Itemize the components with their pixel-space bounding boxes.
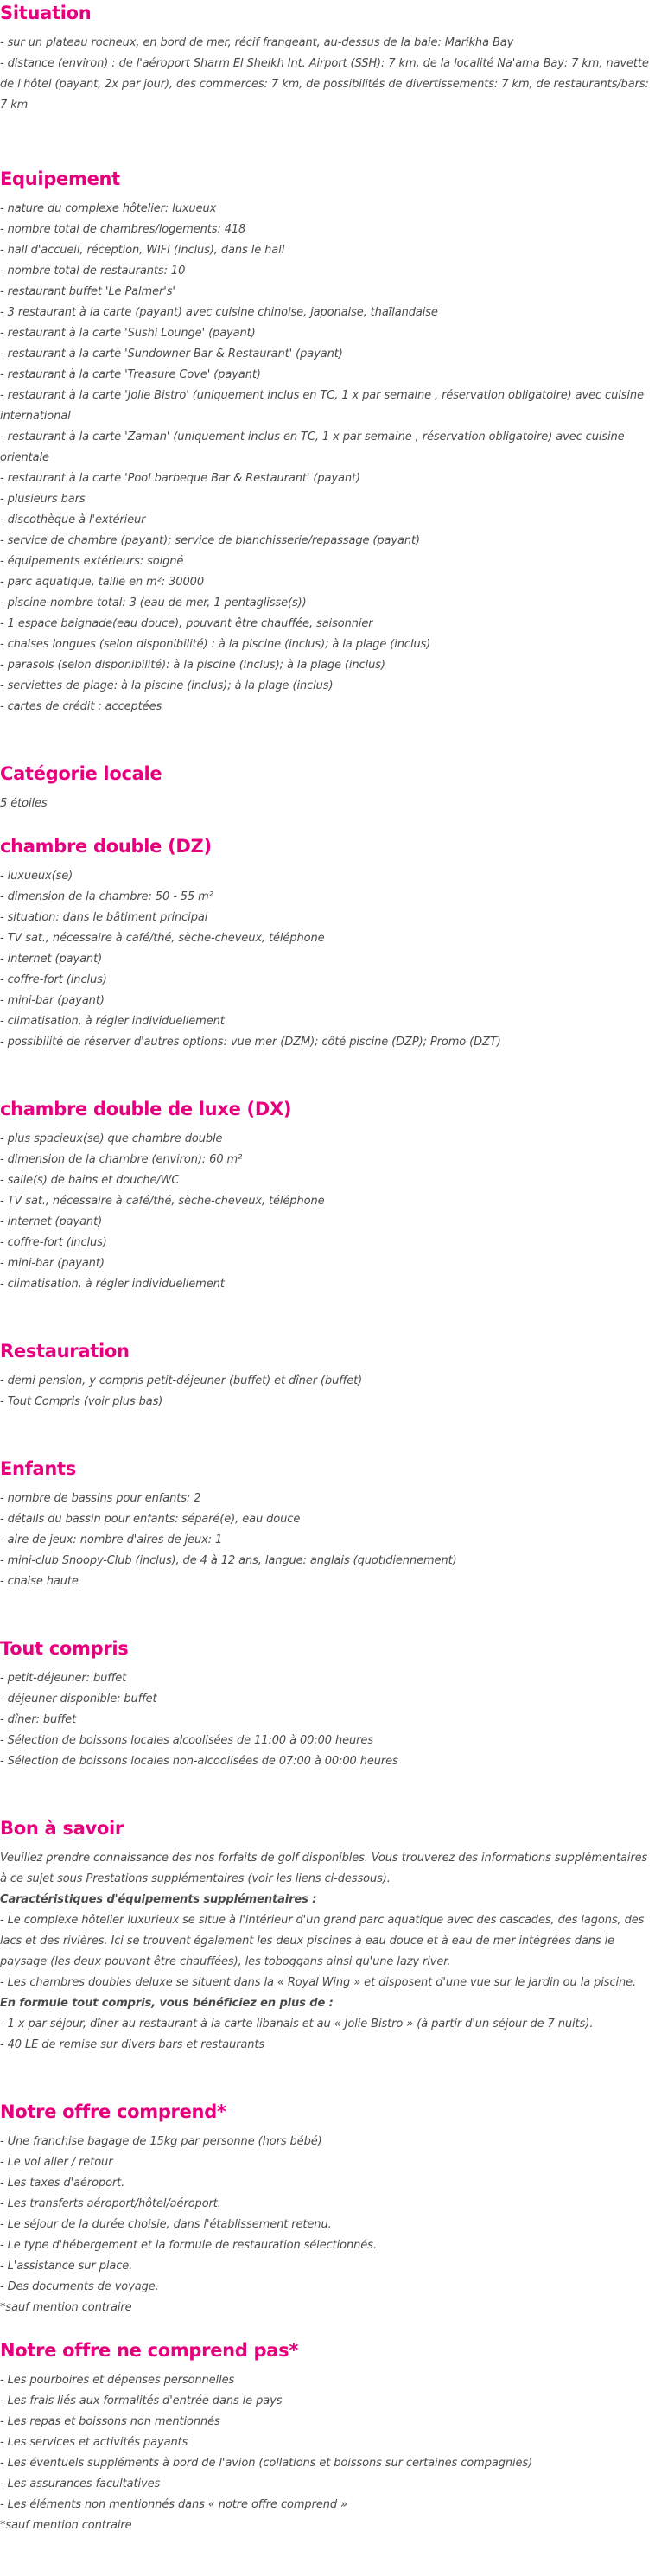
section-title-chambre-dx: chambre double de luxe (DX) bbox=[0, 1099, 292, 1119]
list-item: - luxueux(se) bbox=[0, 870, 73, 883]
section-offre-comprend bbox=[0, 2099, 653, 2318]
list-item: - Sélection de boissons locales alcoolisées de 11:00 à 00:00 heures bbox=[0, 1734, 373, 1747]
list-item: - parc aquatique, taille en m²: 30000 bbox=[0, 576, 204, 589]
list-item: - plus spacieux(se) que chambre double bbox=[0, 1132, 223, 1145]
list-item: - nombre total de restaurants: 10 bbox=[0, 265, 186, 277]
list-item: - Les repas et boissons non mentionnés bbox=[0, 2415, 220, 2428]
section-chambre-dz bbox=[0, 833, 653, 1053]
paragraph: - 1 x par séjour, dîner au restaurant à la carte libanais et au « Jolie Bistro » (à partir d'un séjour de 7 nuits). bbox=[0, 2018, 594, 2031]
list-item: - salle(s) de bains et douche/WC bbox=[0, 1174, 180, 1187]
list-item: - situation: dans le bâtiment principal bbox=[0, 911, 208, 924]
list-item: - restaurant à la carte 'Treasure Cove' (payant) bbox=[0, 368, 261, 381]
list-item: - nombre de bassins pour enfants: 2 bbox=[0, 1492, 201, 1505]
section-offre-ne-comprend bbox=[0, 2337, 653, 2536]
list-item: *sauf mention contraire bbox=[0, 2519, 132, 2532]
section-title-enfants: Enfants bbox=[0, 1458, 76, 1479]
list-item: - mini-bar (payant) bbox=[0, 994, 105, 1007]
list-item: - Les services et activités payants bbox=[0, 2436, 188, 2449]
section-situation bbox=[0, 0, 653, 116]
offre-comprend-lines bbox=[0, 2132, 653, 2318]
list-item: - restaurant buffet 'Le Palmer's' bbox=[0, 285, 175, 298]
section-title-equipement: Equipement bbox=[0, 169, 120, 189]
section-title-chambre-dz: chambre double (DZ) bbox=[0, 836, 212, 857]
list-item: - nature du complexe hôtelier: luxueux bbox=[0, 202, 217, 215]
section-chambre-dx bbox=[0, 1096, 653, 1295]
list-item: - hall d'accueil, réception, WIFI (inclus), dans le hall bbox=[0, 244, 285, 257]
section-title-offre-comprend: Notre offre comprend* bbox=[0, 2101, 226, 2122]
list-item: - cartes de crédit : acceptées bbox=[0, 700, 162, 713]
paragraph: - Les chambres doubles deluxe se situent dans la « Royal Wing » et disposent d'une vue sur le jardin ou la piscine. bbox=[0, 1976, 637, 1989]
list-item: - climatisation, à régler individuellement bbox=[0, 1015, 225, 1028]
list-item: - dimension de la chambre (environ): 60 m² bbox=[0, 1153, 243, 1166]
list-item: - L'assistance sur place. bbox=[0, 2260, 133, 2273]
bon-a-savoir-paragraphs bbox=[0, 1848, 653, 2056]
list-item: - Des documents de voyage. bbox=[0, 2280, 159, 2293]
section-title-restauration: Restauration bbox=[0, 1341, 130, 1361]
section-title-tout-compris: Tout compris bbox=[0, 1638, 129, 1659]
section-equipement bbox=[0, 166, 653, 717]
list-item: - dîner: buffet bbox=[0, 1713, 77, 1726]
list-item: - déjeuner disponible: buffet bbox=[0, 1693, 157, 1706]
list-item: - TV sat., nécessaire à café/thé, sèche-cheveux, téléphone bbox=[0, 1195, 325, 1208]
chambre-dz-lines bbox=[0, 866, 653, 1053]
list-item: - coffre-fort (inclus) bbox=[0, 1236, 107, 1249]
list-item: - restaurant à la carte 'Jolie Bistro' (uniquement inclus en TC, 1 x par semaine , réservation obligatoire) avec cuisine international bbox=[0, 389, 644, 423]
list-item: - TV sat., nécessaire à café/thé, sèche-cheveux, téléphone bbox=[0, 932, 325, 945]
list-item: - internet (payant) bbox=[0, 953, 103, 966]
list-item: - équipements extérieurs: soigné bbox=[0, 555, 184, 568]
list-item: - demi pension, y compris petit-déjeuner (buffet) et dîner (buffet) bbox=[0, 1374, 363, 1387]
categorie-lines bbox=[0, 794, 653, 814]
list-item: - aire de jeux: nombre d'aires de jeux: 1 bbox=[0, 1533, 223, 1546]
section-tout-compris bbox=[0, 1636, 653, 1772]
list-item: - Les transferts aéroport/hôtel/aéroport. bbox=[0, 2197, 221, 2210]
list-item: - climatisation, à régler individuellement bbox=[0, 1278, 225, 1291]
list-item: - Les taxes d'aéroport. bbox=[0, 2177, 125, 2190]
list-item: - Les éléments non mentionnés dans « notre offre comprend » bbox=[0, 2498, 347, 2511]
list-item: - Le vol aller / retour bbox=[0, 2156, 113, 2169]
list-item: - restaurant à la carte 'Pool barbeque Bar & Restaurant' (payant) bbox=[0, 472, 360, 485]
list-item: - Les frais liés aux formalités d'entrée dans le pays bbox=[0, 2394, 283, 2407]
section-title-situation: Situation bbox=[0, 3, 92, 23]
list-item: - Les pourboires et dépenses personnelles bbox=[0, 2374, 235, 2387]
list-item: - mini-club Snoopy-Club (inclus), de 4 à 12 ans, langue: anglais (quotidiennement) bbox=[0, 1554, 457, 1567]
list-item: - 3 restaurant à la carte (payant) avec cuisine chinoise, japonaise, thaïlandaise bbox=[0, 306, 438, 319]
list-item: - coffre-fort (inclus) bbox=[0, 973, 107, 986]
list-item: 5 étoiles bbox=[0, 797, 48, 810]
section-title-bon-a-savoir: Bon à savoir bbox=[0, 1818, 124, 1839]
list-item: - Une franchise bagage de 15kg par personne (hors bébé) bbox=[0, 2135, 322, 2148]
paragraph: Veuillez prendre connaissance des nos forfaits de golf disponibles. Vous trouverez des informations supplémentaires à ce sujet sous Prestations supplémentaires (voir les liens ci-dessous). bbox=[0, 1852, 648, 1885]
section-title-offre-ne-comprend: Notre offre ne comprend pas* bbox=[0, 2340, 299, 2361]
list-item: - petit-déjeuner: buffet bbox=[0, 1672, 127, 1685]
list-item: - chaises longues (selon disponibilité) : à la piscine (inclus); à la plage (inclus) bbox=[0, 638, 431, 651]
chambre-dx-lines bbox=[0, 1129, 653, 1295]
section-enfants bbox=[0, 1456, 653, 1592]
list-item: - Le type d'hébergement et la formule de restauration sélectionnés. bbox=[0, 2239, 377, 2252]
list-item: - détails du bassin pour enfants: séparé(e), eau douce bbox=[0, 1513, 301, 1526]
list-item: - internet (payant) bbox=[0, 1215, 103, 1228]
list-item: - nombre total de chambres/logements: 418 bbox=[0, 223, 246, 236]
enfants-lines bbox=[0, 1489, 653, 1592]
paragraph-heading: Caractéristiques d'équipements supplémentaires : bbox=[0, 1893, 317, 1906]
situation-lines bbox=[0, 33, 653, 116]
paragraph: - Le complexe hôtelier luxurieux se situe à l'intérieur d'un grand parc aquatique avec des cascades, des lagons, des lacs et des rivières. Ici se trouvent également les deux piscines à eau douce et à eau de mer intégrées dans le paysage (les deux pouvant être chauffées), les toboggans ainsi qu'une lazy river. bbox=[0, 1914, 645, 1968]
section-categorie bbox=[0, 761, 653, 814]
tout-compris-lines bbox=[0, 1668, 653, 1772]
equipement-lines bbox=[0, 199, 653, 717]
list-item: - service de chambre (payant); service de blanchisserie/repassage (payant) bbox=[0, 534, 420, 547]
list-item: - dimension de la chambre: 50 - 55 m² bbox=[0, 890, 213, 903]
list-item: - restaurant à la carte 'Sushi Lounge' (payant) bbox=[0, 327, 256, 340]
list-item: - serviettes de plage: à la piscine (inclus); à la plage (inclus) bbox=[0, 679, 334, 692]
section-bon-a-savoir bbox=[0, 1815, 653, 2056]
list-item: - restaurant à la carte 'Sundowner Bar & Restaurant' (payant) bbox=[0, 348, 343, 360]
list-item: - chaise haute bbox=[0, 1575, 79, 1588]
list-item: - mini-bar (payant) bbox=[0, 1257, 105, 1270]
section-title-categorie: Catégorie locale bbox=[0, 763, 162, 784]
section-restauration bbox=[0, 1338, 653, 1412]
paragraph: - 40 LE de remise sur divers bars et restaurants bbox=[0, 2038, 265, 2051]
list-item: - Les assurances facultatives bbox=[0, 2477, 161, 2490]
list-item: *sauf mention contraire bbox=[0, 2301, 132, 2314]
list-item: - parasols (selon disponibilité): à la piscine (inclus); à la plage (inclus) bbox=[0, 659, 385, 672]
offre-ne-comprend-lines bbox=[0, 2370, 653, 2536]
list-item: - distance (environ) : de l'aéroport Sharm El Sheikh Int. Airport (SSH): 7 km, de la localité Na'ama Bay: 7 km, navette de l'hôtel (payant, 2x par jour), des commerces: 7 km, de possibilités de divertissements: 7 km, de restaurants/bars: 7 km bbox=[0, 57, 649, 112]
list-item: - restaurant à la carte 'Zaman' (uniquement inclus en TC, 1 x par semaine , réservation obligatoire) avec cuisine orientale bbox=[0, 430, 625, 464]
list-item: - Tout Compris (voir plus bas) bbox=[0, 1395, 163, 1408]
list-item: - Les éventuels suppléments à bord de l'avion (collations et boissons sur certaines compagnies) bbox=[0, 2457, 533, 2470]
list-item: - Le séjour de la durée choisie, dans l'établissement retenu. bbox=[0, 2218, 332, 2231]
list-item: - discothèque à l'extérieur bbox=[0, 513, 146, 526]
list-item: - 1 espace baignade(eau douce), pouvant être chauffée, saisonnier bbox=[0, 617, 373, 630]
paragraph-heading: En formule tout compris, vous bénéficiez en plus de : bbox=[0, 1997, 334, 2010]
list-item: - Sélection de boissons locales non-alcoolisées de 07:00 à 00:00 heures bbox=[0, 1755, 398, 1768]
list-item: - piscine-nombre total: 3 (eau de mer, 1 pentaglisse(s)) bbox=[0, 596, 307, 609]
restauration-lines bbox=[0, 1371, 653, 1412]
list-item: - sur un plateau rocheux, en bord de mer, récif frangeant, au-dessus de la baie: Marikha Bay bbox=[0, 36, 514, 49]
list-item: - plusieurs bars bbox=[0, 493, 86, 506]
list-item: - possibilité de réserver d'autres options: vue mer (DZM); côté piscine (DZP); Promo (DZT) bbox=[0, 1036, 501, 1049]
